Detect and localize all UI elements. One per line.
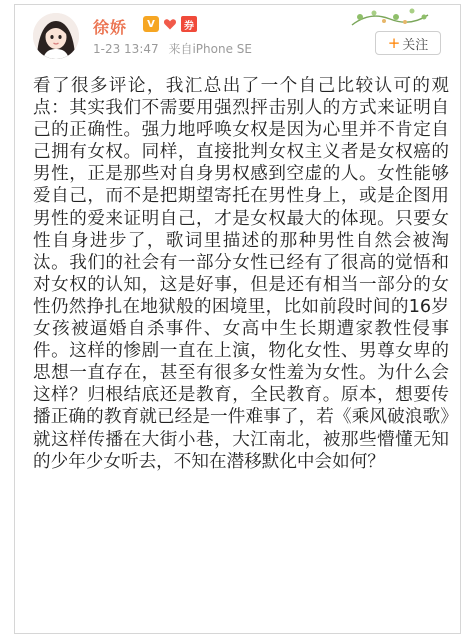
plus-icon: +: [387, 33, 401, 52]
username[interactable]: 徐娇: [93, 18, 128, 37]
heart-icon: [162, 16, 178, 32]
post-time: 1-23 13:47: [93, 42, 159, 56]
weibo-post-card: [14, 4, 461, 634]
verified-v-icon: V: [143, 16, 159, 32]
post-body-text: 看了很多评论，我汇总出了一个自己比较认可的观点：其实我们不需要用强烈抨击别人的方式来证明自己的正确性。强力地呼唤女权是因为心里并不肯定自己拥有女权。同样，直接批判女权主义者是女权癌的男性，正是那些对自身男权感到空虚的人。女性能够爱自己，而不是把期望寄托在男性身上，或是企图用男性的爱来证明自己，才是女权最大的体现。只要女性自身进步了，歌词里描述的那种男性自然会被淘汰。我们的社会有一部分女性已经有了很高的觉悟和对女权的认知，这是好事，但是还有相当一部分的女性仍然挣扎在地狱般的困境里，比如前段时间的16岁女孩被逼婚自杀事件、女高中生长期遭家教性侵事件。这样的惨剧一直在上演，物化女性、男尊女卑的思想一直存在，甚至有很多女性羞为女性。为什么会这样？归根结底还是教育，全民教育。原本，想要传播正确的教育就已经是一件难事了，若《乘风破浪歌》就这样传播在大街小巷，大江南北，被那些懵懂无知的少年少女听去，不知在潜移默化中会如何？: [33, 76, 449, 472]
coupon-icon: 券: [181, 16, 197, 32]
decorative-flowers-icon: [350, 5, 430, 27]
post-source: 来自iPhone SE: [168, 42, 252, 56]
follow-button[interactable]: [375, 31, 441, 55]
avatar[interactable]: [33, 13, 79, 59]
follow-label: 关注: [402, 37, 429, 53]
post-meta: [93, 40, 252, 57]
user-badges: [143, 16, 197, 32]
post-header: [15, 5, 460, 67]
avatar-image-icon: [33, 13, 79, 59]
